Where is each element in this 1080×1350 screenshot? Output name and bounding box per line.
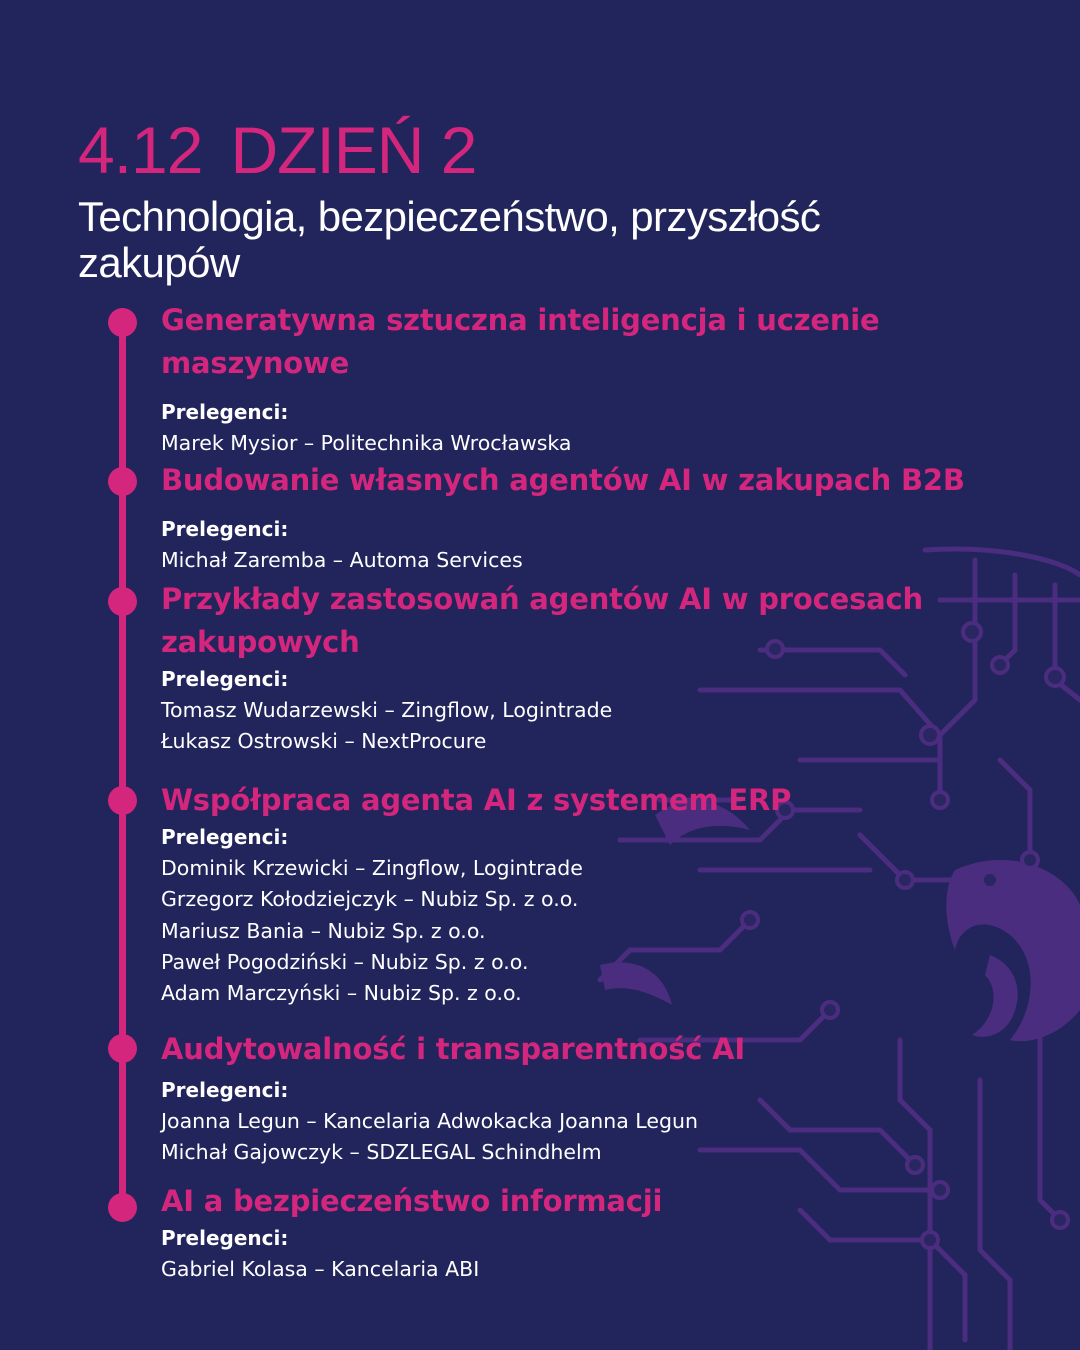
speakers-label: Prelegenci:	[161, 667, 289, 691]
speaker: Michał Zaremba – Automa Services	[161, 548, 523, 572]
session-item	[161, 1028, 1041, 1169]
speaker: Łukasz Ostrowski – NextProcure	[161, 729, 487, 754]
session-item	[161, 779, 1041, 1009]
speaker: Adam Marczyński – Nubiz Sp. z o.o.	[161, 981, 522, 1006]
speaker: Paweł Pogodziński – Nubiz Sp. z o.o.	[161, 949, 529, 974]
speakers-label: Prelegenci:	[161, 1078, 289, 1102]
session-title: AI a bezpieczeństwo informacji	[161, 1184, 663, 1218]
session-title: Budowanie własnych agentów AI w zakupach B2B	[161, 463, 965, 497]
speakers-label: Prelegenci:	[161, 1226, 289, 1250]
speakers-label: Prelegenci:	[161, 400, 289, 424]
session-item	[161, 299, 1041, 459]
speakers-label: Prelegenci:	[161, 825, 289, 849]
session-title: Audytowalność i transparentność AI	[161, 1032, 745, 1066]
speaker: Grzegorz Kołodziejczyk – Nubiz Sp. z o.o.	[161, 887, 579, 912]
session-item	[161, 578, 1041, 758]
timeline-line	[119, 320, 126, 1208]
day-subtitle: Technologia, bezpieczeństwo, przyszłość zakupów	[78, 193, 821, 286]
speaker: Gabriel Kolasa – Kancelaria ABI	[161, 1257, 480, 1281]
day-label: DZIEŃ 2	[230, 113, 477, 187]
timeline-dot	[108, 1193, 137, 1222]
speaker: Joanna Legun – Kancelaria Adwokacka Joanna Legun	[161, 1109, 698, 1133]
session-item	[161, 1180, 1041, 1285]
timeline-dot	[108, 308, 137, 337]
header	[78, 112, 978, 286]
date: 4.12	[78, 113, 203, 187]
timeline-dot	[108, 786, 137, 815]
speaker: Marek Mysior – Politechnika Wrocławska	[161, 431, 572, 455]
session-title: Współpraca agenta AI z systemem ERP	[161, 783, 792, 817]
timeline-dot	[108, 467, 137, 496]
session-item	[161, 459, 1041, 576]
speaker: Mariusz Bania – Nubiz Sp. z o.o.	[161, 918, 486, 943]
timeline-dot	[108, 1034, 137, 1063]
speaker: Tomasz Wudarzewski – Zingflow, Logintrade	[161, 698, 613, 722]
timeline-dot	[108, 587, 137, 616]
speaker: Michał Gajowczyk – SDZLEGAL Schindhelm	[161, 1140, 602, 1165]
speaker: Dominik Krzewicki – Zingflow, Logintrade	[161, 856, 583, 880]
session-title: Przykłady zastosowań agentów AI w procesach zakupowych	[161, 582, 923, 659]
session-title: Generatywna sztuczna inteligencja i uczenie maszynowe	[161, 303, 880, 380]
speakers-label: Prelegenci:	[161, 517, 289, 541]
day-heading	[78, 112, 978, 188]
